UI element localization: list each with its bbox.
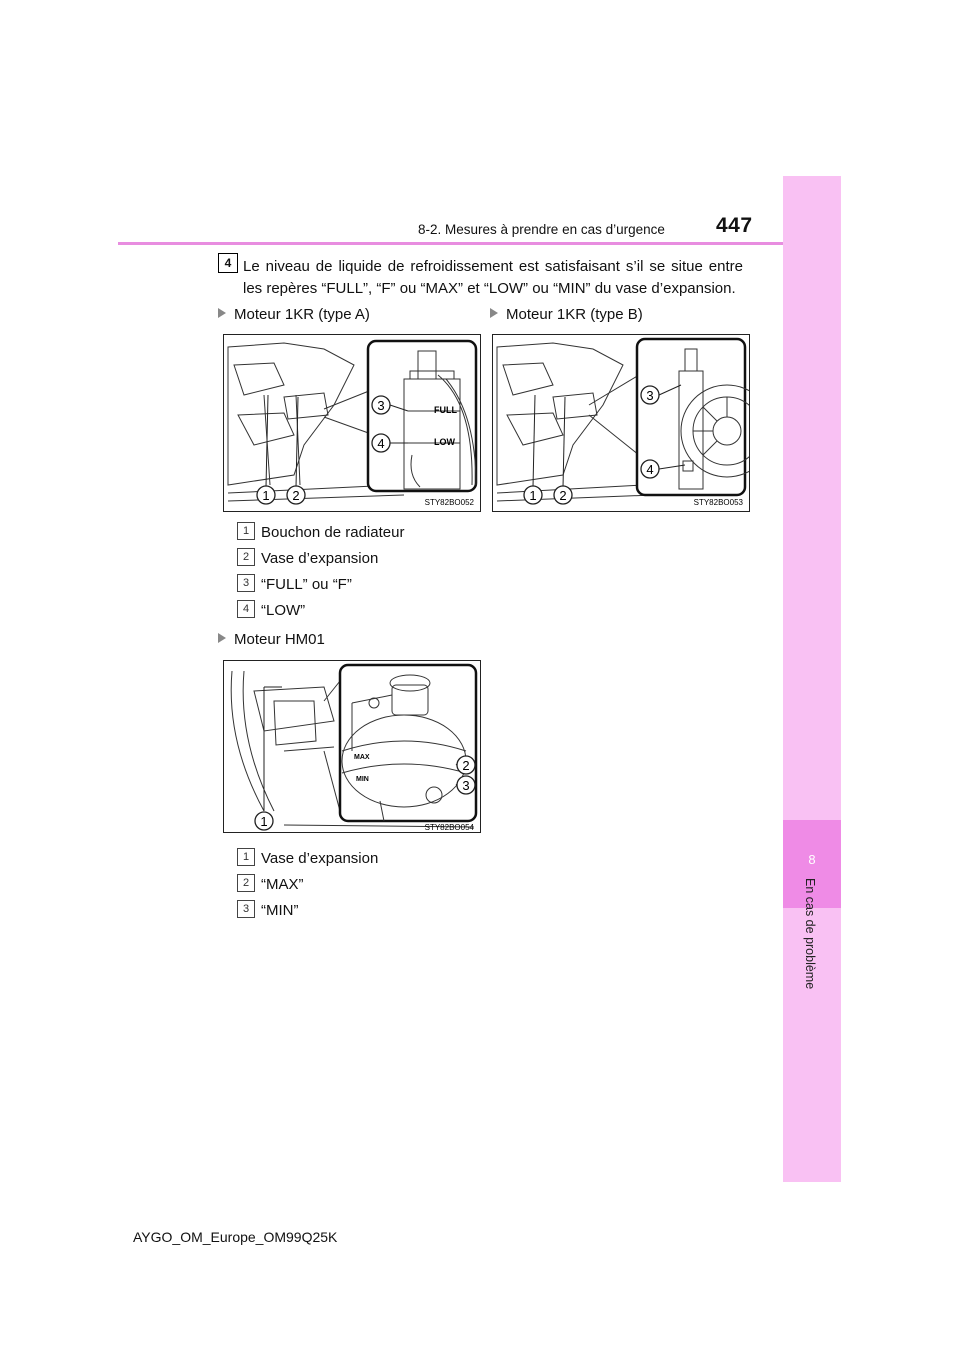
- figure-code: STY82BO053: [693, 498, 743, 507]
- full-mark: FULL: [434, 405, 457, 415]
- document-id: AYGO_OM_Europe_OM99Q25K: [133, 1229, 338, 1245]
- chapter-number: 8: [808, 852, 816, 867]
- legend-text: “LOW”: [261, 602, 306, 619]
- figure-caption-1kr-b: Moteur 1KR (type B): [490, 306, 643, 323]
- bullet-triangle-icon: [218, 308, 226, 318]
- legend-number: 2: [237, 548, 255, 566]
- chapter-label: En cas de problème: [803, 878, 817, 990]
- engine-illustration-hm01: [224, 661, 480, 832]
- bullet-triangle-icon: [218, 633, 226, 643]
- section-title: 8-2. Mesures à prendre en cas d’urgence: [418, 222, 665, 237]
- callout-4-text: 4: [377, 436, 385, 451]
- step-text: Le niveau de liquide de refroidissement est satisfaisant s’il se situe entre les repères “FULL”, “F” ou “MAX” et “LOW” ou “MIN” du vase d’expansion.: [243, 258, 743, 297]
- legend-number: 3: [237, 900, 255, 918]
- page-number: 447: [716, 214, 753, 237]
- figure-code: STY82BO052: [424, 498, 474, 507]
- max-mark: MAX: [354, 754, 370, 761]
- legend-text: Vase d’expansion: [261, 550, 379, 567]
- figure-1kr-type-a: [223, 334, 481, 512]
- figure-caption-hm01: Moteur HM01: [218, 631, 325, 648]
- callout-1-text: 1: [529, 488, 537, 503]
- legend-number: 4: [237, 600, 255, 618]
- callout-4-text: 4: [646, 462, 654, 477]
- figure-code: STY82BO054: [424, 823, 474, 832]
- header-divider: [118, 242, 840, 245]
- chapter-tab: [783, 176, 841, 1182]
- bullet-triangle-icon: [490, 308, 498, 318]
- callout-2-text: 2: [462, 758, 470, 773]
- figure-hm01: [223, 660, 481, 833]
- callout-1-text: 1: [260, 814, 268, 829]
- min-mark: MIN: [356, 776, 369, 783]
- legend-number: 1: [237, 848, 255, 866]
- engine-illustration-1kr-b: [493, 335, 749, 511]
- legend-text: “MAX”: [261, 876, 304, 893]
- legend-number: 1: [237, 522, 255, 540]
- callout-3-text: 3: [377, 398, 385, 413]
- engine-illustration-1kr-a: [224, 335, 480, 511]
- figure-caption-1kr-a: Moteur 1KR (type A): [218, 306, 370, 323]
- legend-text: Vase d’expansion: [261, 850, 379, 867]
- callout-3-text: 3: [462, 778, 470, 793]
- callout-2-text: 2: [292, 488, 300, 503]
- low-mark: LOW: [434, 437, 455, 447]
- figure-1kr-type-b: [492, 334, 750, 512]
- step-number: 4: [218, 253, 238, 273]
- legend-text: “FULL” ou “F”: [261, 576, 352, 593]
- legend-text: “MIN”: [261, 902, 299, 919]
- legend-text: Bouchon de radiateur: [261, 524, 405, 541]
- callout-1-text: 1: [262, 488, 270, 503]
- legend-number: 2: [237, 874, 255, 892]
- legend-number: 3: [237, 574, 255, 592]
- callout-3-text: 3: [646, 388, 654, 403]
- callout-2-text: 2: [559, 488, 567, 503]
